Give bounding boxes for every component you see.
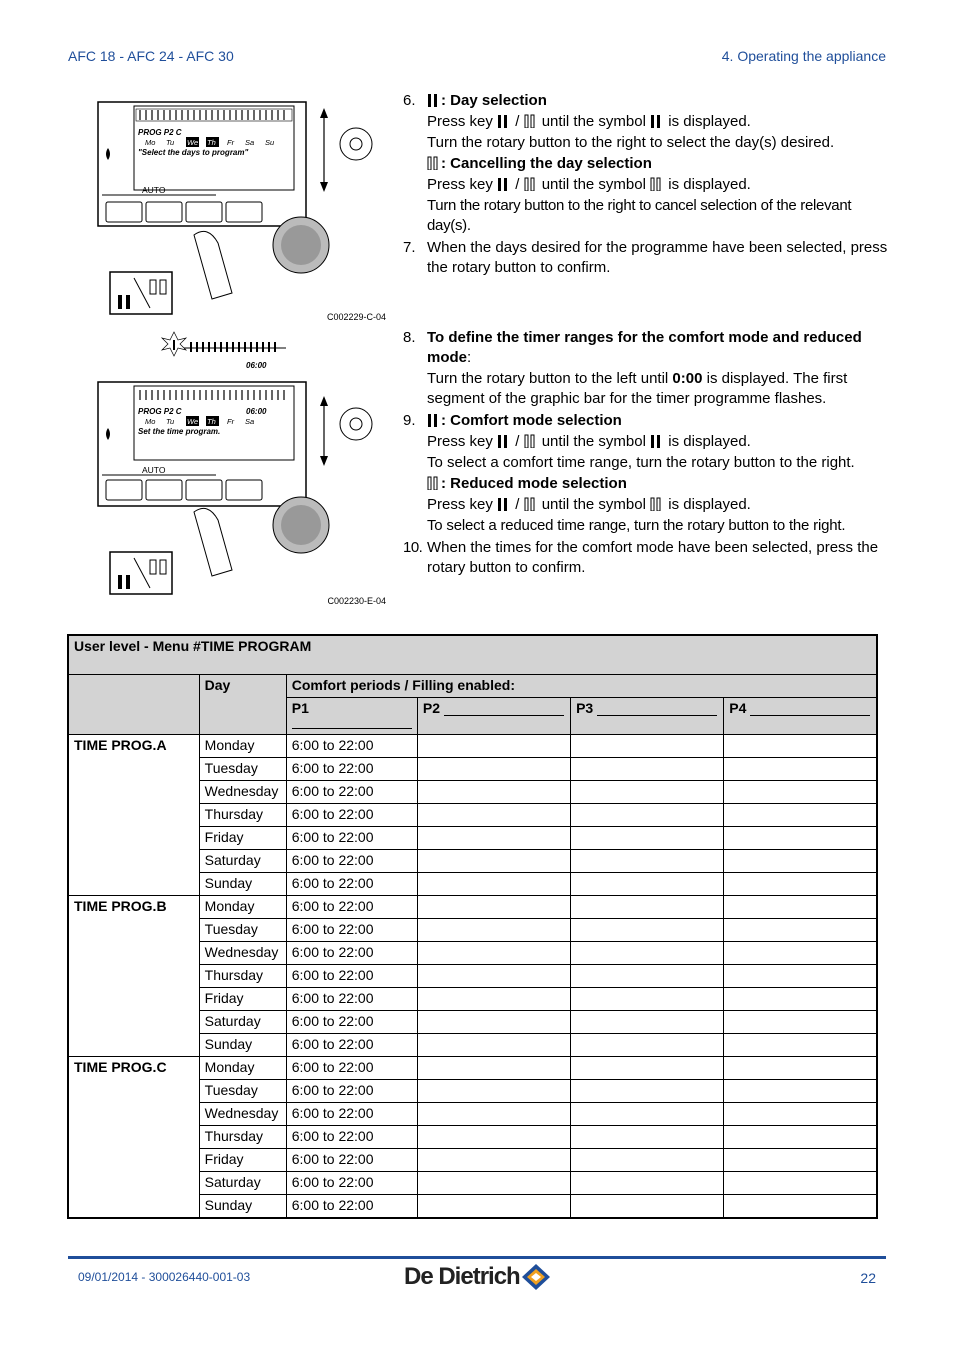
reduced-symbol-icon (650, 497, 662, 511)
table-row (68, 735, 877, 758)
day-cell: Sunday (199, 1195, 286, 1219)
p1-cell: 6:00 to 22:00 (286, 804, 417, 827)
program-name: TIME PROG.A (68, 735, 199, 896)
day-cell: Friday (199, 1149, 286, 1172)
figure-time-program (96, 330, 396, 610)
p2-cell (417, 873, 570, 896)
p3-cell (571, 896, 724, 919)
lcd-mode: AUTO (142, 185, 166, 195)
p3-cell (571, 919, 724, 942)
p3-cell (571, 1126, 724, 1149)
svg-text:Tu: Tu (166, 417, 175, 426)
p4-cell (724, 735, 877, 758)
p4-cell (724, 1034, 877, 1057)
comfort-symbol-icon (650, 114, 662, 128)
lcd-title: PROG P2 C (138, 128, 182, 137)
p2-cell (417, 1057, 570, 1080)
p2-cell (417, 1195, 570, 1219)
p3-cell (571, 1034, 724, 1057)
boiler-panel-illustration (96, 100, 396, 315)
table-row (68, 896, 877, 919)
step-8: 8. To define the timer ranges for the comfort mode and reduced mode: Turn the rotary button to the left until 0:00 is displayed. The first segment of the graphic bar for the timer programme flashes. (403, 329, 862, 407)
header-models: AFC 18 - AFC 24 - AFC 30 (68, 48, 234, 64)
step-7: 7. When the days desired for the programme have been selected, press the rotary button to confirm. (403, 239, 888, 276)
p3-cell (571, 988, 724, 1011)
step-6: 6. : Day selection Press key / until the symbol is displayed. Turn the rotary button to the right to select the day(s) desired. : Cancelling the day selection Press key / until the symbol is displayed. Turn the rotary button to the right to cancel selection of the relevant day(s). (403, 92, 852, 234)
svg-text:Fr: Fr (227, 138, 235, 147)
lcd-message-text: "Select the days to program" (138, 148, 249, 157)
reduced-key-icon (524, 177, 536, 191)
p4-cell (724, 804, 877, 827)
p3-cell (571, 873, 724, 896)
p3-cell (571, 942, 724, 965)
day-cell: Monday (199, 735, 286, 758)
diamond-logo-icon (520, 1262, 552, 1292)
p1-cell: 6:00 to 22:00 (286, 965, 417, 988)
header-section: 4. Operating the appliance (721, 48, 886, 64)
p4-cell (724, 1011, 877, 1034)
p2-cell (417, 1034, 570, 1057)
p1-cell: 6:00 to 22:00 (286, 1149, 417, 1172)
svg-text:Sa: Sa (245, 138, 255, 147)
p4-cell (724, 1172, 877, 1195)
p4-cell (724, 1057, 877, 1080)
p4-cell (724, 1126, 877, 1149)
lcd-message (138, 148, 248, 157)
comfort-key-icon (497, 177, 509, 191)
reduced-symbol-icon (427, 156, 439, 170)
day-cell: Thursday (199, 1126, 286, 1149)
p1-cell: 6:00 to 22:00 (286, 781, 417, 804)
day-cell: Wednesday (199, 942, 286, 965)
p3-cell (571, 781, 724, 804)
svg-text:Mo: Mo (145, 138, 156, 147)
p2-cell (417, 1126, 570, 1149)
p1-cell: 6:00 to 22:00 (286, 735, 417, 758)
comfort-symbol-icon (427, 413, 439, 427)
comfort-key-icon (497, 434, 509, 448)
p1-cell: 6:00 to 22:00 (286, 1011, 417, 1034)
p1-cell: 6:00 to 22:00 (286, 919, 417, 942)
svg-text:We: We (187, 417, 199, 426)
day-cell: Monday (199, 896, 286, 919)
p2-cell (417, 965, 570, 988)
day-cell: Friday (199, 827, 286, 850)
svg-text:Sa: Sa (245, 417, 255, 426)
figure-code-2: C002230-E-04 (327, 596, 386, 606)
footer-rule (68, 1256, 886, 1259)
p4-cell (724, 1080, 877, 1103)
svg-text:Fr: Fr (227, 417, 235, 426)
reduced-key-icon (524, 497, 536, 511)
day-cell: Thursday (199, 804, 286, 827)
svg-text:Th: Th (207, 138, 216, 147)
p2-cell (417, 896, 570, 919)
day-cell: Wednesday (199, 1103, 286, 1126)
p1-cell: 6:00 to 22:00 (286, 1080, 417, 1103)
comfort-key-icon (497, 497, 509, 511)
p4-cell (724, 942, 877, 965)
brand-name: De Dietrich (404, 1263, 520, 1290)
table-title: User level - Menu #TIME PROGRAM (68, 635, 877, 675)
p3-cell (571, 827, 724, 850)
p2-cell (417, 942, 570, 965)
graphic-bar (136, 109, 292, 121)
p2-cell (417, 827, 570, 850)
lcd-mode-2: AUTO (142, 465, 166, 475)
svg-text:We: We (187, 138, 199, 147)
svg-text:Mo: Mo (145, 417, 156, 426)
lcd-time: 06:00 (246, 407, 267, 416)
table-header-p1: P1 (286, 698, 417, 735)
table-header-day: Day (199, 675, 286, 735)
p1-cell: 6:00 to 22:00 (286, 942, 417, 965)
p1-cell: 6:00 to 22:00 (286, 873, 417, 896)
day-cell: Tuesday (199, 919, 286, 942)
figure-code: C002229-C-04 (326, 312, 386, 322)
step-10: 10. When the times for the comfort mode have been selected, press the rotary button to confirm. (403, 539, 879, 576)
table-header-p2: P2 (417, 698, 570, 735)
figure-day-selection (96, 100, 396, 325)
comfort-symbol-icon (427, 93, 439, 107)
p4-cell (724, 988, 877, 1011)
p2-cell (417, 1172, 570, 1195)
p2-cell (417, 1103, 570, 1126)
table-header-p4: P4 (724, 698, 877, 735)
reduced-key-icon (524, 434, 536, 448)
day-cell: Wednesday (199, 781, 286, 804)
p2-cell (417, 850, 570, 873)
p2-cell (417, 1149, 570, 1172)
day-cell: Tuesday (199, 758, 286, 781)
table-header-blank (68, 675, 199, 735)
p4-cell (724, 873, 877, 896)
brand-logo (404, 1262, 552, 1292)
p3-cell (571, 758, 724, 781)
p4-cell (724, 827, 877, 850)
day-cell: Tuesday (199, 1080, 286, 1103)
p2-cell (417, 735, 570, 758)
p1-cell: 6:00 to 22:00 (286, 1034, 417, 1057)
svg-text:Th: Th (207, 417, 216, 426)
p1-cell: 6:00 to 22:00 (286, 1057, 417, 1080)
p3-cell (571, 1103, 724, 1126)
p2-cell (417, 781, 570, 804)
p3-cell (571, 804, 724, 827)
footer-document: 09/01/2014 - 300026440-001-03 (78, 1270, 251, 1284)
p2-cell (417, 1080, 570, 1103)
p1-cell: 6:00 to 22:00 (286, 1126, 417, 1149)
p3-cell (571, 1080, 724, 1103)
reduced-symbol-icon (427, 476, 439, 490)
boiler-panel-illustration-2 (96, 330, 396, 600)
p1-cell: 6:00 to 22:00 (286, 896, 417, 919)
table-header-comfort: Comfort periods / Filling enabled: (286, 675, 877, 698)
p3-cell (571, 1149, 724, 1172)
p4-cell (724, 758, 877, 781)
p2-cell (417, 1011, 570, 1034)
p3-cell (571, 850, 724, 873)
p2-cell (417, 804, 570, 827)
p1-cell: 6:00 to 22:00 (286, 1172, 417, 1195)
lcd-title-2: PROG P2 C (138, 407, 182, 416)
p1-cell: 6:00 to 22:00 (286, 758, 417, 781)
p3-cell (571, 735, 724, 758)
p3-cell (571, 1057, 724, 1080)
day-cell: Monday (199, 1057, 286, 1080)
reduced-symbol-icon (650, 177, 662, 191)
reduced-key-icon (524, 114, 536, 128)
day-cell: Sunday (199, 1034, 286, 1057)
p4-cell (724, 896, 877, 919)
day-cell: Friday (199, 988, 286, 1011)
p1-cell: 6:00 to 22:00 (286, 1103, 417, 1126)
p4-cell (724, 781, 877, 804)
page-number: 22 (860, 1270, 876, 1286)
p4-cell (724, 1103, 877, 1126)
day-cell: Sunday (199, 873, 286, 896)
table-header-p3: P3 (571, 698, 724, 735)
comfort-symbol-icon (650, 434, 662, 448)
p2-cell (417, 919, 570, 942)
program-name: TIME PROG.C (68, 1057, 199, 1219)
p3-cell (571, 1011, 724, 1034)
svg-text:Tu: Tu (166, 138, 175, 147)
p3-cell (571, 1172, 724, 1195)
day-cell: Saturday (199, 850, 286, 873)
p3-cell (571, 1195, 724, 1219)
p2-cell (417, 758, 570, 781)
p2-cell (417, 988, 570, 1011)
day-cell: Thursday (199, 965, 286, 988)
finger-icon-2 (194, 508, 232, 576)
finger-icon (194, 231, 232, 299)
instructions-day-selection (403, 91, 889, 280)
time-program-table (67, 634, 878, 1219)
p1-cell: 6:00 to 22:00 (286, 988, 417, 1011)
graphic-bar-zoom (162, 332, 286, 370)
p3-cell (571, 965, 724, 988)
lcd-time-top: 06:00 (246, 361, 267, 370)
p4-cell (724, 919, 877, 942)
p4-cell (724, 965, 877, 988)
instructions-timer-ranges (403, 328, 889, 580)
p1-cell: 6:00 to 22:00 (286, 827, 417, 850)
p4-cell (724, 1195, 877, 1219)
comfort-key-icon (497, 114, 509, 128)
table-row (68, 1057, 877, 1080)
lcd-message-2: Set the time program. (138, 427, 221, 436)
program-name: TIME PROG.B (68, 896, 199, 1057)
day-cell: Saturday (199, 1172, 286, 1195)
p1-cell: 6:00 to 22:00 (286, 850, 417, 873)
table-body (68, 735, 877, 1219)
p4-cell (724, 850, 877, 873)
step-9: 9. : Comfort mode selection Press key / until the symbol is displayed. To select a comfort time range, turn the rotary button to the right. : Reduced mode selection Press key / until the symbol is displayed. To select a reduced time range, turn the rotary button to the right. (403, 412, 855, 534)
day-cell: Saturday (199, 1011, 286, 1034)
p1-cell: 6:00 to 22:00 (286, 1195, 417, 1219)
svg-text:Su: Su (265, 138, 275, 147)
p4-cell (724, 1149, 877, 1172)
